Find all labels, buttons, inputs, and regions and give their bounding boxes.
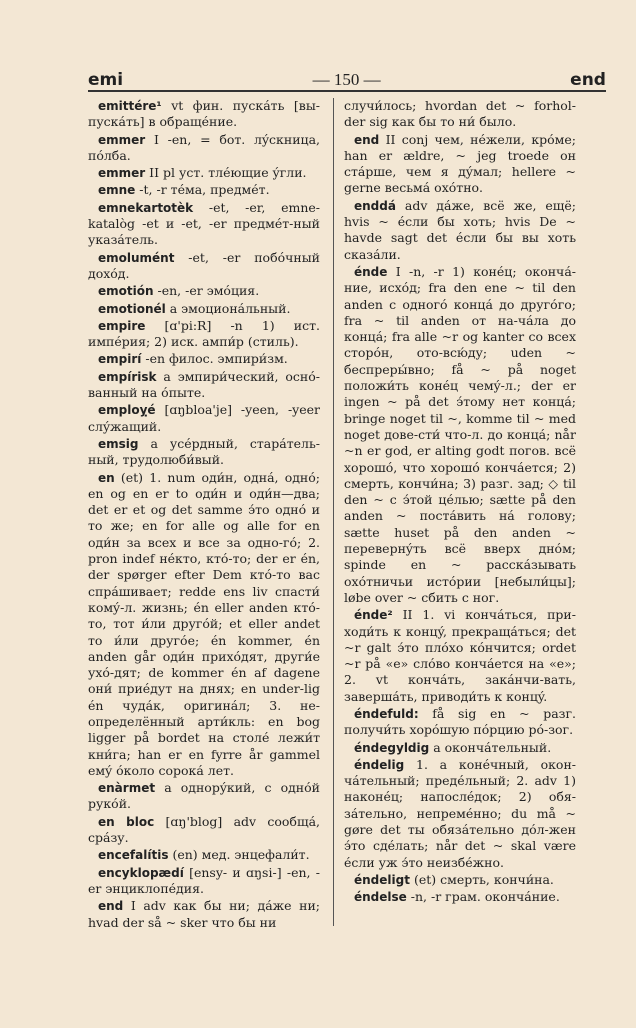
entry-definition: -et, -er, emne-katalòg -et и -et, -er предмéт-ный указáтель. [88, 199, 320, 248]
entry-definition: vt фин. пускáть [вы-пускáть] в обращéние. [88, 98, 320, 130]
entry-definition: a усéрдный, старáтель-ный, трудолюби́вый. [88, 435, 320, 468]
dictionary-entry [88, 165, 320, 181]
entry-headword: éndelig [354, 757, 405, 772]
entry-definition: a окончáтельный. [429, 739, 552, 755]
entry-definition: -en, -er эмóция. [153, 283, 260, 299]
entry-headword: end [98, 899, 124, 914]
entry-headword: emploỵé [98, 403, 156, 418]
entry-definition: [ɑŋ'blog] adv сообщá, срáзу. [88, 813, 320, 846]
entry-definition: adv дáже, всё же, ещё; hvis ~ éсли бы хоть; hvis De ~ havde sagt det éсли бы вы хоть сказáли. [344, 197, 576, 262]
entry-definition: (et) смерть, кончи́на. [409, 871, 554, 887]
dictionary-entry [344, 706, 576, 739]
entry-headword: en [98, 470, 115, 485]
entry-headword: emotionél [98, 301, 166, 316]
dictionary-entry [88, 132, 320, 165]
entry-definition: [ɑŋbloa'je] -yeen, -yeer слýжащий. [88, 402, 320, 434]
entry-definition: få sig en ~ разг. получи́ть хорóшую пóрцию рó-зог. [344, 705, 576, 738]
header-right-word: end [570, 70, 606, 90]
dictionary-entry [88, 865, 320, 898]
entry-headword: emolumént [98, 250, 175, 265]
header-left-word: emi [88, 70, 124, 90]
dictionary-entry [88, 283, 320, 299]
entry-headword: éndelse [354, 890, 407, 905]
dictionary-entry [344, 98, 576, 131]
entry-headword: enàrmet [98, 781, 156, 796]
entry-headword: encefalítis [98, 848, 169, 863]
entry-headword: en bloc [98, 814, 155, 829]
entry-headword: emne [98, 183, 136, 198]
entry-headword: éndefuld: [354, 706, 419, 721]
entry-headword: éndeligt [354, 872, 410, 887]
left-column [88, 98, 320, 930]
entry-definition: a эмпири́ческий, оснó-ванный на óпыте. [88, 368, 320, 401]
dictionary-entry [344, 198, 576, 263]
dictionary-entry [88, 301, 320, 317]
dictionary-entry [88, 436, 320, 469]
dictionary-entry [344, 757, 576, 871]
dictionary-entry [88, 318, 320, 351]
dictionary-entry [88, 351, 320, 367]
entry-definition: (en) мед. энцефали́т. [168, 847, 310, 863]
dictionary-entry [344, 740, 576, 756]
entry-definition: II pl уст. тлéющие ýгли. [145, 165, 307, 181]
entry-headword: énde² [354, 608, 393, 623]
dictionary-entry [88, 780, 320, 813]
entry-headword: emsig [98, 436, 139, 451]
entry-definition: a эмоционáльный. [165, 300, 291, 316]
entry-definition: I adv как бы ни; дáже ни; hvad der så ~ sker что бы ни [88, 898, 320, 930]
entry-definition: II 1. vi кончáться, при-ходи́ть к концý, прекращáться; det ~r galt э́то плóхо кóнчится; ordet ~r på «e» слóво кончáется на «e»; 2. vt кончáть, закáнчи-вать, завершáть, приводи́ть к концý. [344, 607, 576, 704]
dictionary-entry [88, 250, 320, 283]
entry-headword: emittére¹ [98, 99, 162, 113]
entry-headword: emmer [98, 132, 146, 147]
dictionary-entry [88, 182, 320, 198]
entry-definition: 1. a конéчный, окон-чáтельный; предéльный; 2. adv 1) наконéц; напослéдок; 2) обя-зáтельно, непремéнно; du må ~ gøre det ты обязáтельно дóл-жен э́то сдéлать; når det ~ skal være éсли уж э́то неизбéжно. [344, 756, 576, 870]
dictionary-entry [88, 814, 320, 847]
page-number: — 150 — [312, 70, 381, 89]
entry-definition: -en филос. эмпири́зм. [141, 351, 288, 367]
dictionary-entry [88, 200, 320, 249]
entry-definition: [ɑ'pi:R] -n 1) ист. импéрия; 2) иск. ампи́р (стиль). [88, 317, 320, 350]
dictionary-entry [88, 402, 320, 435]
entry-definition: a однорýкий, с однóй рукóй. [88, 780, 320, 812]
entry-headword: emotión [98, 284, 154, 299]
entry-headword: enddá [354, 198, 396, 213]
dictionary-entry [88, 470, 320, 780]
entry-definition: -t, -r тéма, предмéт. [135, 182, 270, 198]
entry-definition: II conj чем, нéжели, крóме; han er ældre, ~ jeg troede он стáрше, чем я дýмал; hellere ~ gerne весьмá охóтно. [344, 131, 576, 196]
entry-definition: (et) 1. num оди́н, однá, однó; en og en er to оди́н и оди́н—два; det er et og det samme э́то однó и то же; en for alle og alle for en оди́н за всех и все за одно-гó; 2. pron indef нéкто, ктó-то; der er én, der spørger efter Dem ктó-то вас спрáшивает; redde ens liv спасти́ комý-л. жизнь; én eller anden ктó-то, тот и́ли другóй; et eller andet то и́ли другóе; én kommer, én anden går оди́н прихóдят, други́е ухó-дят; de kommer én af dagene они́ приéдут на днях; en under-lig én чудáк, оригинáл; 3. не-определённый арти́кль: en bog ligger på bordet на столé лежи́т кни́га; han er en fyrre år gammel емý óколо сорокá лет. [88, 469, 320, 778]
dictionary-entry [88, 847, 320, 863]
dictionary-entry [88, 369, 320, 402]
entry-headword: énde [354, 264, 388, 279]
page-header [88, 64, 606, 92]
entry-definition: I -n, -r 1) конéц; окончá-ние, исхóд; fra den ene ~ til den anden с одногó концá до другóго; fra ~ til anden от на-чáла до концá; fra alle ~r og kanter со всех сторóн, ото-всю́ду; uden ~ беспреры́вно; få ~ på noget положи́ть конéц чемý-л.; der er ingen ~ på det э́тому нет концá; bringe noget til ~, komme til ~ med noget дове-сти́ что-л. до концá; når ~n er god, er alting godt погов. всё хорошó, что хорошó кончáется; 2) смерть, кончи́на; 3) разг. зад; ◇ til den ~ с э́той цéлью; sætte på den anden ~ постáвить нá голову; sætte huset på den anden ~ перевернýть всё вверх днóм; spinde en ~ расскáзывать охóтничьи истóрии [небыли́цы]; løbe over ~ сбить с ног. [344, 263, 576, 605]
right-column [344, 98, 576, 930]
entry-headword: éndegyldig [354, 740, 430, 755]
entry-definition: I -en, = бот. лýскница, пóлба. [88, 131, 320, 163]
entry-definition: -et, -er побóчный дохóд. [88, 249, 320, 281]
dictionary-entry [344, 264, 576, 606]
dictionary-entry [88, 898, 320, 930]
entry-headword: empírisk [98, 369, 157, 384]
dictionary-entry [344, 889, 576, 905]
entry-definition: [ensy- и ɑŋsi-] -en, -er энциклопéдия. [88, 864, 320, 896]
entry-headword: empire [98, 318, 146, 333]
entry-definition: -n, -r грам. окончáние. [406, 889, 560, 905]
dictionary-entry [344, 872, 576, 888]
dictionary-entry [344, 607, 576, 705]
entry-definition: случи́лось; hvordan det ~ forhol-der sig как бы то ни́ было. [344, 98, 576, 130]
column-divider [333, 98, 334, 926]
dictionary-entry [88, 98, 320, 131]
entry-headword: end [354, 132, 380, 147]
entry-headword: emnekartotèk [98, 200, 194, 215]
entry-headword: encyklopædí [98, 865, 184, 880]
entry-headword: empirí [98, 352, 142, 367]
dictionary-entry [344, 132, 576, 197]
entry-headword: emmer [98, 166, 146, 181]
